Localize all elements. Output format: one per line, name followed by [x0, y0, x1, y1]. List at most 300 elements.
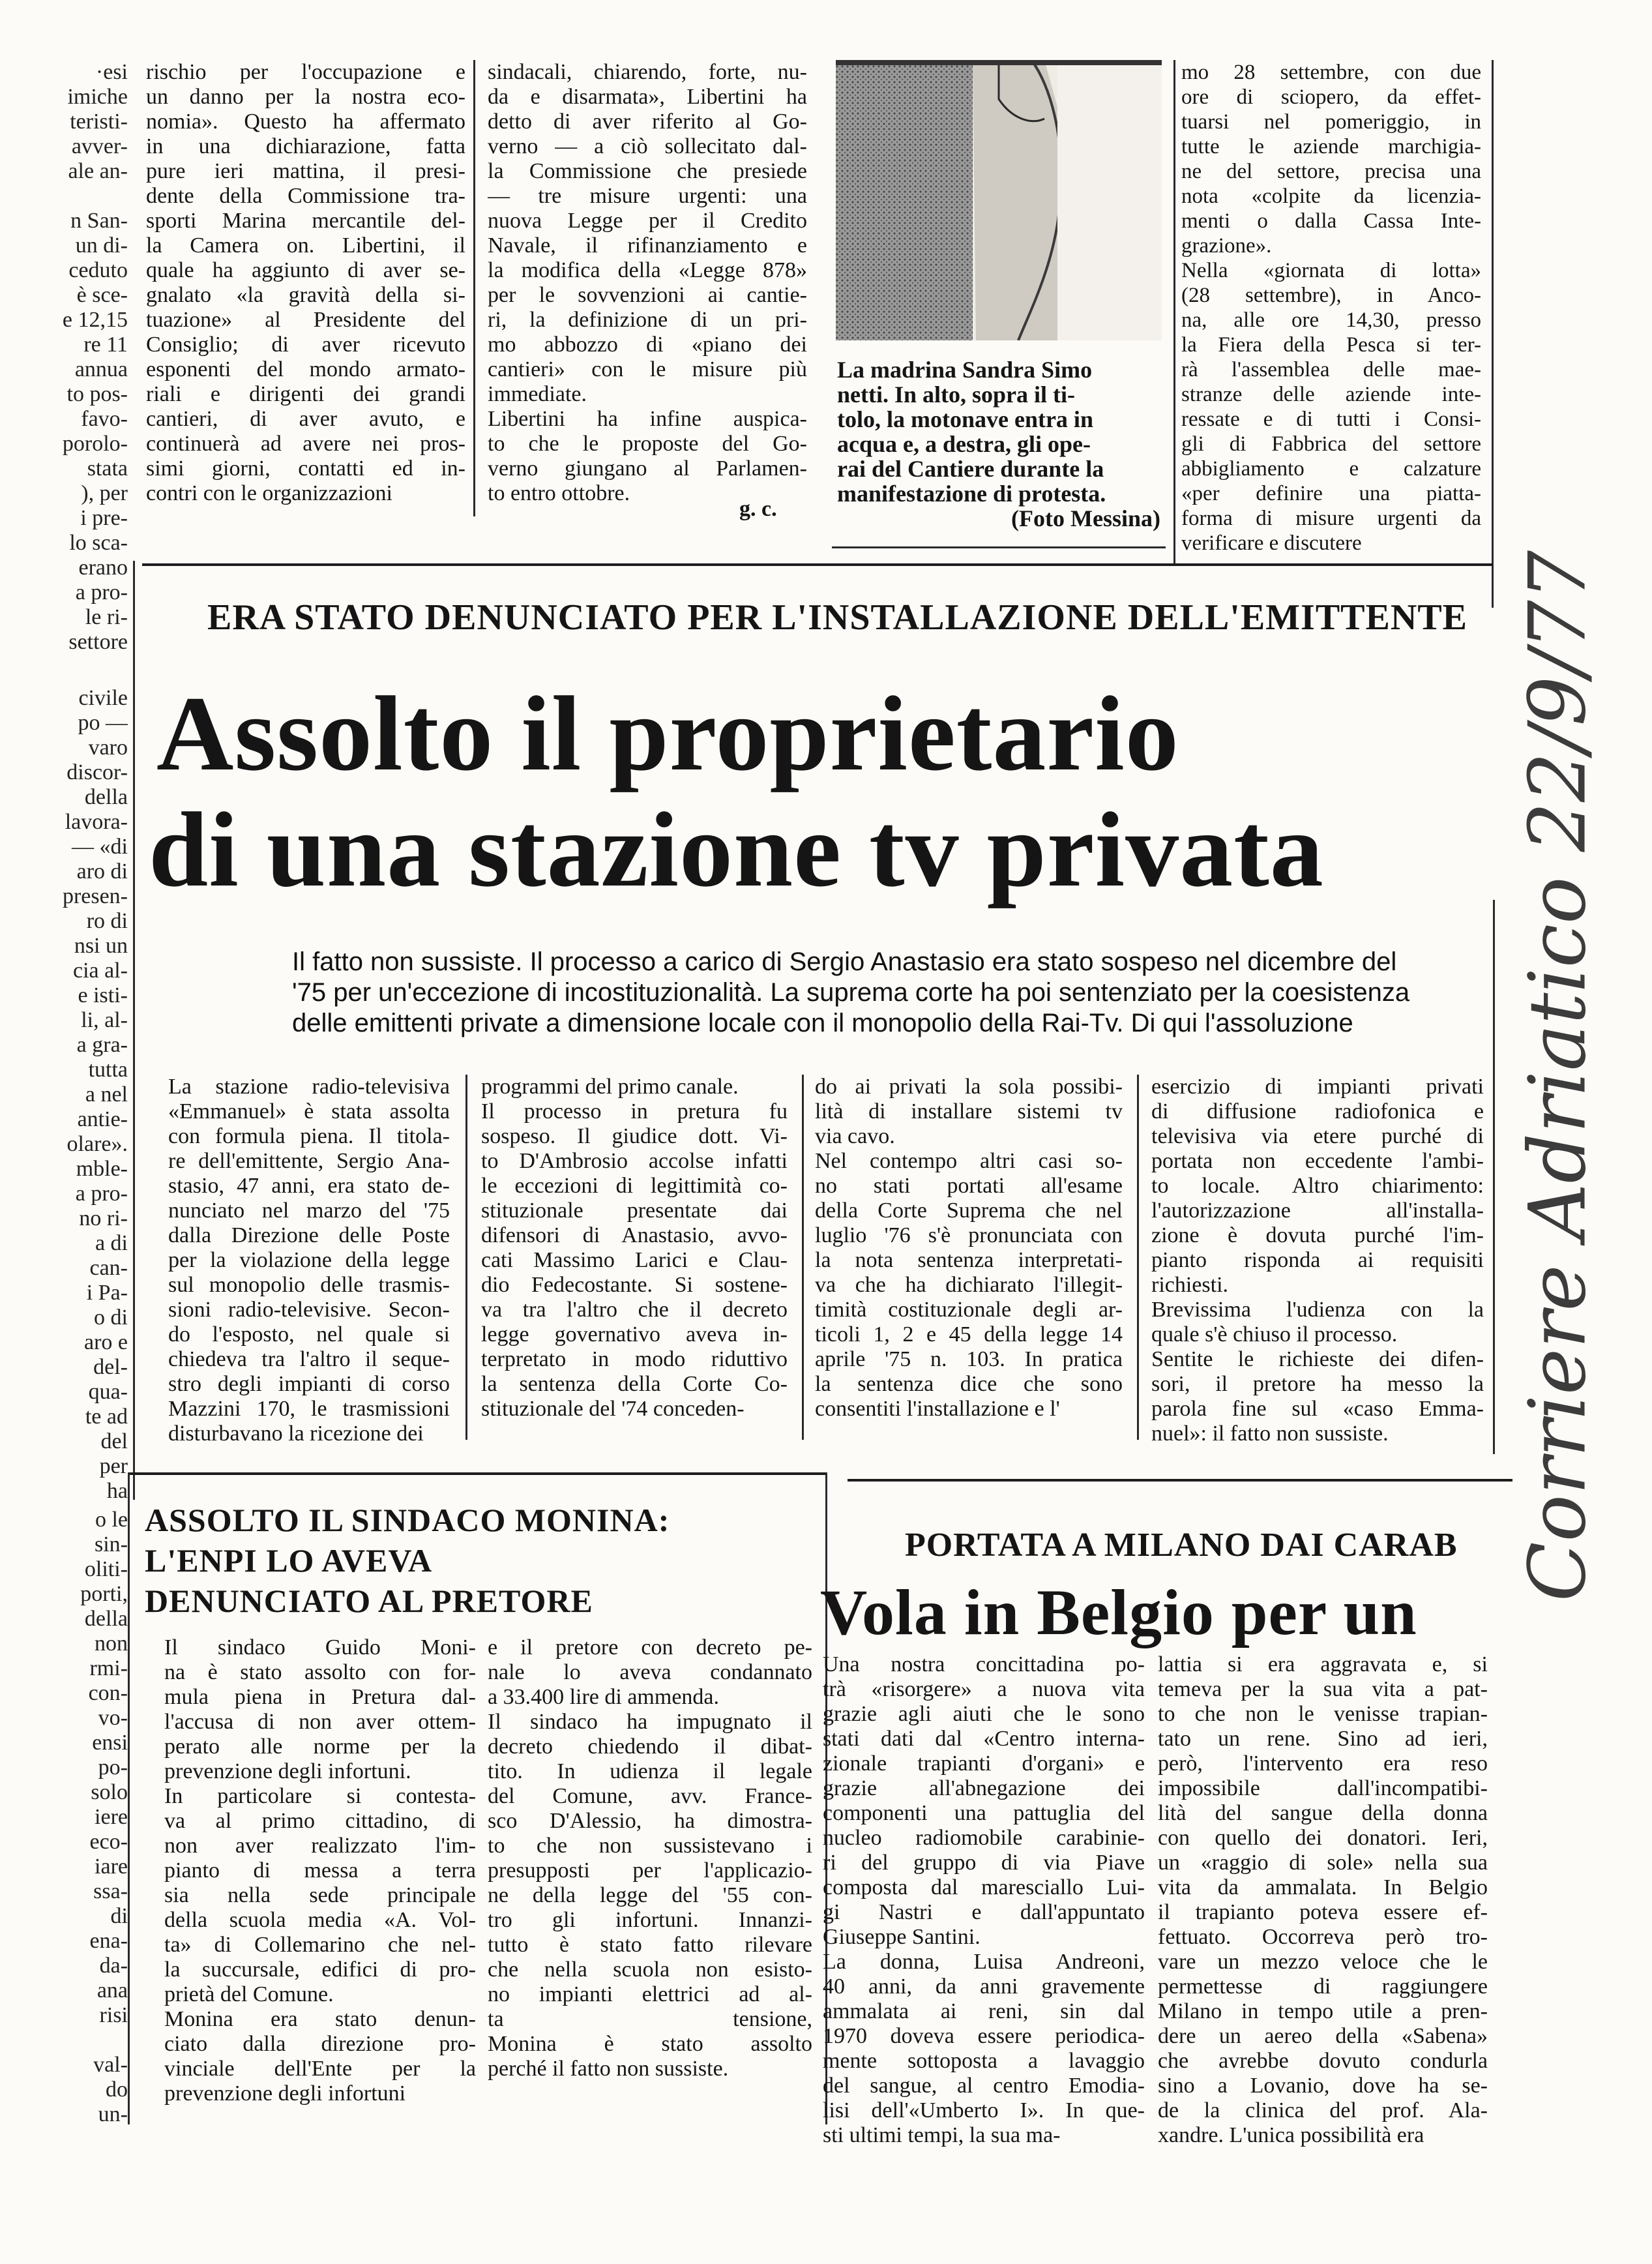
text-line: manifestazione di protesta.: [837, 481, 1106, 507]
text-line: cati Massimo Larici e Clau-: [481, 1248, 788, 1272]
column-divider: [1137, 1075, 1139, 1440]
text-line: grazie agli aiuti che le sono: [823, 1702, 1145, 1726]
text-line: lità del sangue della donna: [1158, 1801, 1488, 1825]
text-line: na, alle ore 14,30, presso: [1181, 308, 1481, 332]
text-line: la sentenza dice che sono: [815, 1372, 1123, 1396]
text-line: non aver realizzato l'im-: [164, 1834, 476, 1858]
text-line: portata non eccedente l'ambi-: [1151, 1149, 1484, 1173]
text-line: di: [110, 1904, 128, 1928]
text-line: tuarsi nel pomeriggio, in: [1181, 110, 1481, 134]
text-line: pure ieri mattina, il presi-: [146, 159, 465, 183]
photo-caption: [837, 357, 1160, 531]
text-line: per: [99, 1454, 128, 1478]
text-line: un di-: [75, 233, 128, 258]
text-line: In particolare si contesta-: [164, 1784, 476, 1808]
text-line: do l'esposto, nel quale si: [168, 1322, 450, 1347]
text-line: cia al-: [73, 959, 128, 983]
text-line: della scuola media «A. Vol-: [164, 1908, 476, 1932]
text-line: stata: [87, 456, 128, 481]
caption-underline: [832, 546, 1166, 548]
text-line: Il sindaco ha impugnato il: [488, 1710, 812, 1734]
text-line: netti. In alto, sopra il ti-: [837, 381, 1075, 408]
text-line: la Camera on. Libertini, il: [146, 233, 465, 258]
margin-strip-top: [5, 60, 128, 655]
text-line: sori, il pretore ha messo la: [1151, 1372, 1484, 1396]
text-line: della Corte Suprema che nel: [815, 1199, 1123, 1223]
text-line: ssa-: [93, 1879, 128, 1903]
text-line: rà l'assemblea delle mae-: [1181, 358, 1481, 381]
text-line: a pro-: [75, 580, 128, 604]
text-line: la Commissione che presiede: [488, 159, 807, 183]
text-line: vinciale dell'Ente per la: [164, 2057, 476, 2081]
text-line: o le: [95, 1508, 128, 1532]
text-line: La stazione radio-televisiva: [168, 1075, 450, 1099]
text-line: la modifica della «Legge 878»: [488, 258, 807, 282]
text-line: pianto di messa a terra: [164, 1858, 476, 1883]
main-headline-line1: Assolto il proprietario: [156, 675, 1179, 793]
text-line: della: [84, 785, 128, 809]
text-line: n San-: [70, 209, 128, 233]
text-line: olare».: [66, 1132, 128, 1156]
text-line: con formula piena. Il titola-: [168, 1124, 450, 1148]
column-divider: [1173, 60, 1175, 565]
text-line: televisiva via etere purché di: [1151, 1124, 1484, 1148]
text-line: Il processo in pretura fu: [481, 1099, 788, 1124]
text-line: dio Fedecostante. Si sostene-: [481, 1273, 788, 1297]
text-line: esercizio di impianti privati: [1151, 1075, 1484, 1099]
text-line: del sangue, al centro Emodia-: [823, 2074, 1145, 2098]
text-line: acqua e, a destra, gli ope-: [837, 431, 1091, 457]
column-divider: [473, 60, 475, 516]
text-line: stituzionale presentate dai: [481, 1199, 788, 1223]
text-line: ceduto: [68, 258, 128, 282]
photo-workers: [836, 60, 1162, 340]
text-line: continuerà ad avere nei pros-: [146, 432, 465, 456]
text-line: do: [106, 2078, 128, 2102]
text-line: (Foto Messina): [1011, 505, 1160, 531]
text-line: Brevissima l'udienza con la: [1151, 1298, 1484, 1322]
text-line: chiedeva tra l'altro il seque-: [168, 1347, 450, 1371]
text-line: cantieri» con le misure più: [488, 357, 807, 381]
text-line: porti,: [80, 1582, 128, 1606]
text-line: la sentenza della Corte Co-: [481, 1372, 788, 1396]
text-line: sindacali, chiarendo, forte, nu-: [488, 60, 807, 84]
text-line: mente sottoposta a lavaggio: [823, 2049, 1145, 2073]
top-article-col2: [488, 60, 807, 506]
text-line: e isti-: [78, 983, 128, 1007]
text-line: perché il fatto non sussiste.: [488, 2057, 729, 2081]
text-line: luglio '76 s'è pronunciata con: [815, 1223, 1123, 1247]
section-rule: [848, 1479, 1512, 1482]
text-line: del-: [93, 1355, 128, 1379]
text-line: porolo-: [62, 432, 128, 456]
text-line: con-: [88, 1681, 128, 1705]
text-line: «per definire una piatta-: [1181, 482, 1481, 505]
text-line: sia nella sede principale: [164, 1883, 476, 1907]
text-line: do ai privati la sola possibi-: [815, 1075, 1123, 1099]
margin-strip-middle: [5, 686, 128, 1504]
text-line: can-: [89, 1256, 128, 1280]
text-line: grazie all'abnegazione dei: [823, 1776, 1145, 1800]
text-line: La donna, Luisa Andreoni,: [823, 1950, 1145, 1974]
text-line: to che non sussistevano i: [488, 1834, 812, 1858]
text-line: mo abbozzo di «piano dei: [488, 333, 807, 357]
text-line: nuova Legge per il Credito: [488, 209, 807, 233]
text-line: sul monopolio delle trasmis-: [168, 1273, 450, 1297]
text-line: però, l'intervento era reso: [1158, 1751, 1488, 1776]
text-line: sospeso. Il giudice dott. Vi-: [481, 1124, 788, 1148]
belgio-headline: Vola in Belgio per un: [820, 1576, 1417, 1648]
text-line: lo sca-: [69, 531, 128, 555]
text-line: iere: [95, 1805, 128, 1829]
text-line: i Pa-: [86, 1281, 128, 1305]
text-line: del Comune, avv. France-: [488, 1784, 812, 1808]
text-line: stati dati dal «Centro interna-: [823, 1727, 1145, 1751]
text-line: tutto è stato fatto rilevare: [488, 1933, 812, 1957]
text-line: immediate.: [488, 382, 587, 406]
text-line: quale ha aggiunto di aver se-: [146, 258, 465, 282]
text-line: dalla Direzione delle Poste: [168, 1223, 450, 1247]
text-line: Giuseppe Santini.: [823, 1925, 981, 1949]
text-line: ticoli 1, 2 e 45 della legge 14: [815, 1322, 1123, 1347]
text-line: «Emmanuel» è stata assolta: [168, 1099, 450, 1124]
text-line: nomia». Questo ha affermato: [146, 110, 465, 134]
top-article-signature: g. c.: [739, 497, 777, 521]
text-line: Navale, il rifinanziamento e: [488, 233, 807, 258]
text-line: cantieri, di aver avuto, e: [146, 407, 465, 431]
top-article-col1: [146, 60, 465, 506]
text-line: '75 per un'eccezione di incostituzionalità. La suprema corte ha poi sentenziato per la coesistenza: [292, 978, 1410, 1007]
text-line: ne del settore, precisa una: [1181, 160, 1481, 183]
text-line: disturbavano la ricezione dei: [168, 1422, 424, 1446]
text-line: fettuato. Occorreva però tro-: [1158, 1925, 1488, 1949]
text-line: riali e dirigenti dei grandi: [146, 382, 465, 406]
text-line: [5, 2028, 128, 2053]
text-line: lità di installare sistemi tv: [815, 1099, 1123, 1124]
text-line: po —: [78, 711, 128, 735]
text-line: — tre misure urgenti: una: [488, 184, 807, 208]
text-line: programmi del primo canale.: [481, 1075, 739, 1099]
column-divider: [1492, 60, 1494, 608]
text-line: Monina è stato assolto: [488, 2032, 812, 2056]
margin-strip-bottom: [5, 1508, 128, 2127]
text-line: zionale trapianti d'organi» e: [823, 1751, 1145, 1776]
text-line: un «raggio di sole» nella sua: [1158, 1851, 1488, 1875]
text-line: iare: [95, 1854, 128, 1879]
text-line: da e disarmata», Libertini ha: [488, 85, 807, 109]
text-line: risi: [99, 2003, 128, 2027]
text-line: ta tensione,: [488, 2007, 812, 2031]
text-line: verificare e discutere: [1181, 531, 1362, 555]
monina-headline: [145, 1500, 810, 1621]
text-line: abbigliamento e calzature: [1181, 457, 1481, 481]
text-line: varo: [88, 736, 128, 760]
text-line: decreto chiedendo il dibat-: [488, 1735, 812, 1759]
text-line: detto di aver riferito al Go-: [488, 110, 807, 134]
main-summary: [292, 947, 1485, 1039]
text-line: nsi un: [74, 934, 128, 958]
text-line: [5, 184, 128, 209]
text-line: forma di misure urgenti da: [1181, 507, 1481, 530]
text-line: xandre. L'unica possibilità era: [1158, 2123, 1424, 2147]
text-line: aprile '75 n. 103. In pratica: [815, 1347, 1123, 1371]
text-line: da-: [99, 1954, 128, 1978]
text-line: presupposti per l'applicazio-: [488, 1858, 812, 1883]
main-col3: [815, 1075, 1123, 1422]
belgio-col1: [823, 1652, 1145, 2148]
text-line: delle emittenti private a dimensione locale con il monopolio della Rai-Tv. Di qui l'assoluzione: [292, 1009, 1353, 1037]
text-line: o di: [94, 1305, 128, 1330]
text-line: la nota sentenza interpretati-: [815, 1248, 1123, 1272]
text-line: rischio per l'occupazione e: [146, 60, 465, 84]
text-line: po-: [98, 1755, 128, 1780]
text-line: ), per: [81, 481, 128, 505]
text-line: re 11: [83, 333, 128, 357]
text-line: gnalato «la gravità della si-: [146, 283, 465, 307]
text-line: ASSOLTO IL SINDACO MONINA:: [145, 1502, 670, 1538]
text-line: difensori di Anastasio, avvo-: [481, 1223, 788, 1247]
box-left-border: [128, 1472, 130, 2124]
text-line: antie-: [77, 1107, 128, 1131]
text-line: zione è dovuta purché l'im-: [1151, 1223, 1484, 1247]
text-line: Nel contempo altri casi so-: [815, 1149, 1123, 1173]
text-line: che avrebbe dovuto condurla: [1158, 2049, 1488, 2073]
text-line: e 12,15: [62, 308, 128, 332]
text-line: gli di Fabbrica del settore: [1181, 432, 1481, 456]
text-line: lattia si era aggravata e, si: [1158, 1652, 1488, 1676]
text-line: dere un aereo della «Sabena»: [1158, 2024, 1488, 2048]
text-line: sco D'Alessio, ha dimostra-: [488, 1809, 812, 1833]
text-line: aro e: [83, 1330, 128, 1354]
text-line: no ri-: [79, 1206, 128, 1230]
text-line: Il sindaco Guido Moni-: [164, 1635, 476, 1660]
text-line: ena-: [89, 1929, 128, 1953]
text-line: tuazione» al Presidente del: [146, 308, 465, 332]
text-line: ciato dalla direzione pro-: [164, 2032, 476, 2056]
text-line: DENUNCIATO AL PRETORE: [145, 1583, 593, 1619]
text-line: sporti Marina mercantile del-: [146, 209, 465, 233]
text-line: ressate e di tutti i Consi-: [1181, 408, 1481, 431]
text-line: nale lo aveva condannato: [488, 1660, 812, 1684]
main-col2: [481, 1075, 788, 1422]
text-line: Monina era stato denun-: [164, 2007, 476, 2031]
text-line: de la clinica del prof. Ala-: [1158, 2098, 1488, 2122]
text-line: consentiti l'installazione e l': [815, 1397, 1060, 1421]
text-line: nota «colpite da licenzia-: [1181, 185, 1481, 208]
text-line: Libertini ha infine auspica-: [488, 407, 807, 431]
text-line: per la violazione della legge: [168, 1248, 450, 1272]
column-divider: [465, 1075, 467, 1440]
text-line: sino a Lovanio, dove ha se-: [1158, 2074, 1488, 2098]
text-line: ri, la definizione di un pri-: [488, 308, 807, 332]
text-line: discor-: [66, 760, 128, 784]
text-line: to D'Ambrosio accolse infatti: [481, 1149, 788, 1173]
text-line: Una nostra concittadina po-: [823, 1652, 1145, 1676]
text-line: re dell'emittente, Sergio Ana-: [168, 1149, 450, 1173]
text-line: ana: [96, 1978, 128, 2003]
text-line: richiesti.: [1151, 1273, 1229, 1297]
text-line: va che ha dichiarato l'illegit-: [815, 1273, 1123, 1297]
text-line: te ad: [85, 1405, 128, 1429]
section-rule: [142, 563, 1493, 566]
text-line: è sce-: [76, 283, 128, 307]
text-line: lavora-: [65, 810, 128, 834]
text-line: pianto risponda ai requisiti: [1151, 1248, 1484, 1272]
text-line: ri del gruppo di via Piave: [823, 1851, 1145, 1875]
text-line: to che non le venisse trapian-: [1158, 1702, 1488, 1726]
text-line: con quello dei donatori. Ieri,: [1158, 1826, 1488, 1850]
text-line: na è stato assolto con for-: [164, 1660, 476, 1684]
text-line: timità costituzionale degli ar-: [815, 1298, 1123, 1322]
text-line: eco-: [89, 1830, 128, 1854]
text-line: della: [84, 1607, 128, 1631]
text-line: perato alle norme per la: [164, 1735, 476, 1759]
text-line: le ri-: [85, 605, 128, 629]
text-line: un-: [98, 2102, 128, 2126]
text-line: composta dal maresciallo Lui-: [823, 1875, 1145, 1899]
text-line: nucleo radiomobile carabinie-: [823, 1826, 1145, 1850]
text-line: l'autorizzazione all'installa-: [1151, 1199, 1484, 1223]
text-line: permettesse di raggiungere: [1158, 1974, 1488, 1999]
text-line: 40 anni, da anni gravemente: [823, 1974, 1145, 1999]
text-line: Consiglio; di aver ricevuto: [146, 333, 465, 357]
column-divider: [1493, 900, 1495, 1454]
text-line: per le sovvenzioni ai cantie-: [488, 283, 807, 307]
text-line: esponenti del mondo armato-: [146, 357, 465, 381]
text-line: mula piena in Pretura dal-: [164, 1685, 476, 1709]
text-line: ale an-: [68, 159, 128, 183]
text-line: a pro-: [75, 1182, 128, 1206]
text-line: Il fatto non sussiste. Il processo a carico di Sergio Anastasio era stato sospeso nel dicembre del: [292, 947, 1397, 976]
text-line: impossibile dall'incompatibi-: [1158, 1776, 1488, 1800]
text-line: (28 settembre), in Anco-: [1181, 284, 1481, 307]
text-line: grazione».: [1181, 234, 1272, 258]
text-line: a 33.400 lire di ammenda.: [488, 1685, 720, 1709]
section-rule: [128, 1472, 827, 1475]
text-line: l'accusa di non aver ottem-: [164, 1710, 476, 1734]
text-line: stro degli impianti di corso: [168, 1372, 450, 1396]
belgio-kicker: PORTATA A MILANO DAI CARAB: [905, 1527, 1458, 1564]
text-line: erano: [78, 556, 128, 580]
text-line: ·esi: [95, 60, 128, 84]
text-line: parola fine sul «caso Emma-: [1151, 1397, 1484, 1421]
text-line: to entro ottobre.: [488, 481, 630, 505]
text-line: vita da ammalata. In Belgio: [1158, 1875, 1488, 1899]
main-col1: [168, 1075, 450, 1446]
text-line: qua-: [88, 1380, 128, 1404]
text-line: a di: [95, 1231, 128, 1255]
text-line: simi giorni, contatti ed in-: [146, 456, 465, 481]
text-line: legge governativo aveva in-: [481, 1322, 788, 1347]
text-line: sioni radio-televisive. Secon-: [168, 1298, 450, 1322]
text-line: va al primo cittadino, di: [164, 1809, 476, 1833]
text-line: ro di: [86, 909, 128, 933]
text-line: la Fiera della Pesca si ter-: [1181, 333, 1481, 357]
text-line: prevenzione degli infortuni: [164, 2081, 406, 2106]
text-line: ne della legge del '55 con-: [488, 1883, 812, 1907]
text-line: to pos-: [66, 382, 128, 406]
text-line: terpretato in modo riduttivo: [481, 1347, 788, 1371]
text-line: Mazzini 170, le trasmissioni: [168, 1397, 450, 1421]
text-line: la succursale, edifici di pro-: [164, 1958, 476, 1982]
main-headline-line2: di una stazione tv privata: [149, 791, 1324, 909]
text-line: componenti una pattuglia del: [823, 1801, 1145, 1825]
text-line: solo: [91, 1780, 128, 1804]
text-line: tutta: [88, 1058, 128, 1082]
text-line: imiche: [67, 85, 128, 109]
text-line: — «di: [72, 835, 128, 859]
text-line: a gra-: [76, 1033, 128, 1057]
text-line: civile: [78, 686, 128, 710]
text-line: 1970 doveva essere periodica-: [823, 2024, 1145, 2048]
text-line: del: [100, 1429, 128, 1453]
text-line: mble-: [76, 1157, 128, 1181]
text-line: to locale. Altro chiarimento:: [1151, 1174, 1484, 1198]
text-line: oliti-: [84, 1557, 128, 1581]
text-line: ta» di Collemarino che nel-: [164, 1933, 476, 1957]
text-line: stranze delle aziende inte-: [1181, 383, 1481, 406]
text-line: rai del Cantiere durante la: [837, 456, 1104, 482]
text-line: favo-: [81, 407, 128, 431]
text-line: Sentite le richieste dei difen-: [1151, 1347, 1484, 1371]
column-divider: [133, 561, 135, 1500]
text-line: in una dichiarazione, fatta: [146, 134, 465, 158]
text-line: trà «risorgere» a nuova vita: [823, 1677, 1145, 1701]
text-line: quale s'è chiuso il processo.: [1151, 1322, 1398, 1347]
main-kicker: ERA STATO DENUNCIATO PER L'INSTALLAZIONE DELL'EMITTENTE: [207, 597, 1468, 638]
text-line: Milano in tempo utile a pren-: [1158, 1999, 1488, 2023]
text-line: non: [95, 1631, 128, 1656]
text-line: sin-: [95, 1532, 128, 1556]
text-line: mo 28 settembre, con due: [1181, 61, 1481, 84]
text-line: stasio, 47 anni, era stato de-: [168, 1174, 450, 1198]
text-line: nunciato nel marzo del '75: [168, 1199, 450, 1223]
text-line: annua: [74, 357, 128, 381]
text-line: no impianti elettrici ad al-: [488, 1982, 812, 2006]
text-line: ha: [106, 1479, 128, 1503]
text-line: presen-: [62, 884, 128, 908]
text-line: li, al-: [81, 1008, 128, 1032]
text-line: La madrina Sandra Simo: [837, 357, 1093, 383]
text-line: vo-: [98, 1706, 128, 1730]
text-line: verno giungano al Parlamen-: [488, 456, 807, 481]
text-line: un danno per la nostra eco-: [146, 85, 465, 109]
text-line: via cavo.: [815, 1124, 895, 1148]
text-line: tolo, la motonave entra in: [837, 406, 1093, 432]
text-line: va tra l'altro che il decreto: [481, 1298, 788, 1322]
text-line: sti ultimi tempi, la sua ma-: [823, 2123, 1061, 2147]
text-line: tato un rene. Sino ad ieri,: [1158, 1727, 1488, 1751]
text-line: L'ENPI LO AVEVA: [145, 1542, 433, 1579]
handwritten-source-note: Corriere Adriatico 22/9/77: [1512, 550, 1604, 1602]
text-line: contri con le organizzazioni: [146, 481, 392, 505]
text-line: prietà del Comune.: [164, 1982, 334, 2006]
text-line: il trapianto poteva essere ef-: [1158, 1900, 1488, 1924]
text-line: no stati portati all'esame: [815, 1174, 1123, 1198]
text-line: le eccezioni di legittimità co-: [481, 1174, 788, 1198]
text-line: prevenzione degli infortuni.: [164, 1759, 411, 1783]
text-line: to che le proposte del Go-: [488, 432, 807, 456]
text-line: ore di sciopero, da effet-: [1181, 85, 1481, 109]
text-line: nuel»: il fatto non sussiste.: [1151, 1422, 1389, 1446]
main-col4: [1151, 1075, 1484, 1446]
text-line: stituzionale del '74 conceden-: [481, 1397, 745, 1421]
belgio-col2: [1158, 1652, 1488, 2148]
text-line: dente della Commissione tra-: [146, 184, 465, 208]
text-line: tutte le aziende marchigia-: [1181, 135, 1481, 158]
text-line: teristi-: [70, 110, 128, 134]
text-line: tro gli infortuni. Innanzi-: [488, 1908, 812, 1932]
